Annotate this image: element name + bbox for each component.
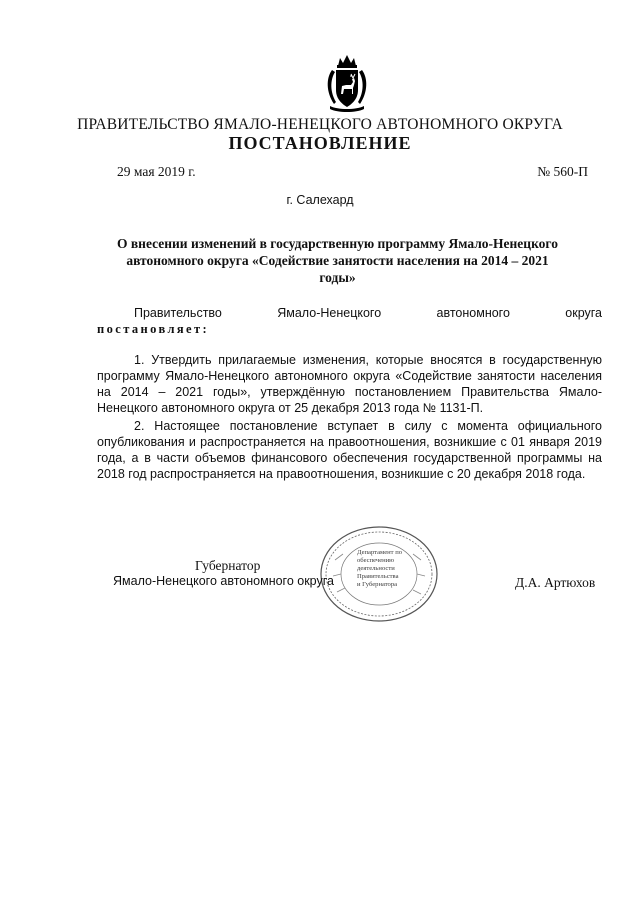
preamble-line: Правительство Ямало-Ненецкого автономного округа [134,306,602,320]
document-city: г. Салехард [286,193,354,207]
paragraph-2: 2. Настоящее постановление вступает в силу с момента официального опубликования и распространяется на правоотношения, возникшие с 01 января 2019 года, а в части объемов финансового обеспечения государственной программы на 2018 год распространяется на правоотношения, возникшие с 20 декабря 2018 года. [97,419,602,481]
signature-organization: Ямало-Ненецкого автономного округа [113,574,334,588]
preamble [97,305,602,337]
decree-word: постановляет: [97,322,210,336]
coat-of-arms-icon [322,52,372,114]
government-title: ПРАВИТЕЛЬСТВО ЯМАЛО-НЕНЕЦКОГО АВТОНОМНОГО ОКРУГА [77,116,563,133]
stamp-line: деятельности [357,565,395,572]
paragraph-1: 1. Утвердить прилагаемые изменения, которые вносятся в государственную программу Ямало-Ненецкого автономного округа «Содействие занятости населения на 2014 – 2021 годы», утверждённую постановлением Правительства Ямало-Ненецкого автономного округа от 25 декабря 2013 года № 1131-П. [97,353,602,415]
stamp-line: и Губернатора [357,581,398,588]
signature-title: Губернатор [195,558,261,573]
document-subject: О внесении изменений в государственную программу Ямало-Ненецкого автономного округа «Содействие занятости населения на 2014 – 2021 годы» [117,236,558,285]
document-number: № 560-П [537,164,588,179]
stamp-line: Правительства [357,573,399,580]
document-date: 29 мая 2019 г. [117,164,196,179]
signatory-name: Д.А. Артюхов [515,575,596,590]
stamp-text [357,549,429,589]
document-type: ПОСТАНОВЛЕНИЕ [228,133,412,153]
stamp-line: обеспечению [357,557,395,564]
stamp-line: Департамент по [357,549,403,556]
